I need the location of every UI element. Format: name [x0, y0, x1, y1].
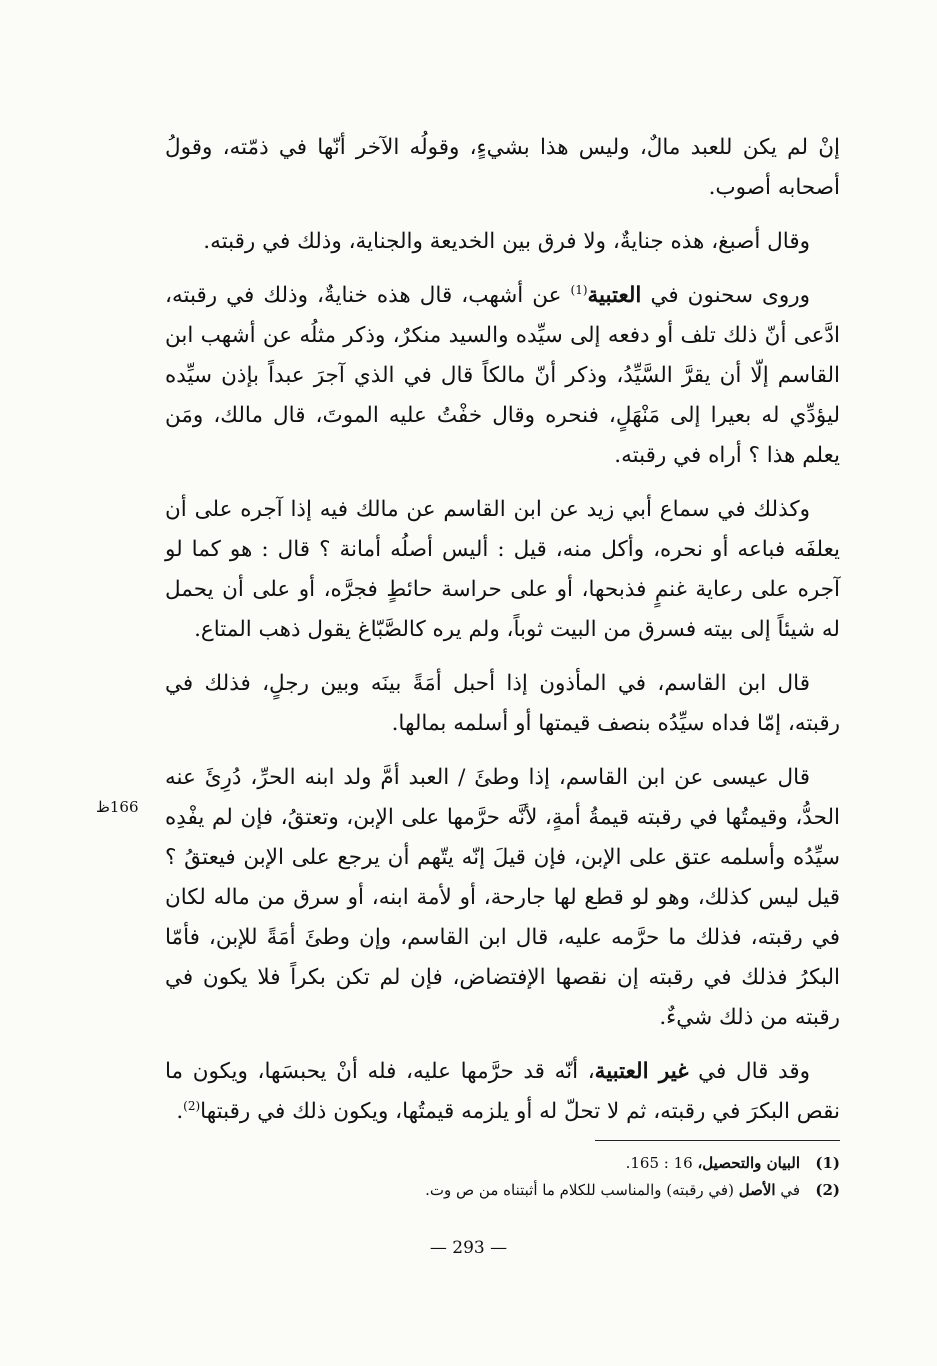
footnote-1-number: (1)	[815, 1154, 840, 1172]
paragraph-3-bold: العتبية	[587, 283, 642, 308]
paragraph-3-pre: وروى سحنون في	[641, 283, 810, 308]
footnotes	[380, 1150, 840, 1204]
footnote-ref-2: (2)	[183, 1098, 201, 1113]
paragraph-7-post: ، أنّه قد حرَّمها عليه، فله أنْ يحبسَها، ويكون ما نقص البكرَ في رقبته، ثم لا تحلّ له أو يلزمه قيمتُها، ويكون ذلك في رقبتها	[165, 1059, 840, 1124]
paragraph-1: إنْ لم يكن للعبد مالٌ، وليس هذا بشيءٍ، وقولُه الآخر أنّها في ذمّته، وقولُ أصحابه أصوب.	[165, 135, 840, 200]
paragraph-6: قال عيسى عن ابن القاسم، إذا وطئَ / العبد أمَّ ولد ابنه الحرِّ، دُرِئَ عنه الحدُّ، وقيمتُها في رقبته قيمةُ أمةٍ، لأنَّه حرَّمها على الإبن، وتعتقُ، فإن لم يفْدِه سيِّدُه وأسلمه عتق على الإبن، فإن قيلَ إنّه يتّهم أن يرجع على الإبن فيعتقُ ؟ قيل ليس كذلك، وهو لو قطع لها جارحة، أو لأمة ابنه، أو سرق من ماله لكان في رقبته، فذلك ما حرَّمه عليه، قال ابن القاسم، وإن وطئَ أمَةً للإبن، فأمّا البكرُ فذلك في رقبته إن نقصها الإفتضاض، فإن لم تكن بكراً فلا يكون في رقبته من ذلك شيءٌ.	[165, 765, 840, 1030]
footnote-2	[380, 1177, 840, 1204]
footnote-ref-1: (1)	[570, 282, 588, 297]
paragraph-7-post2: .	[176, 1099, 184, 1124]
footnote-2-text	[425, 1177, 800, 1204]
footnote-1-rest: 16 : 165.	[625, 1154, 698, 1172]
paragraph-5: قال ابن القاسم، في المأذون إذا أحبل أمَةً بينَه وبين رجلٍ، فذلك في رقبته، إمّا فداه سيِّدُه بنصف قيمتها أو أسلمه بمالها.	[165, 671, 840, 736]
paragraph-7-pre: وقد قال في	[688, 1059, 810, 1084]
footnote-2-pre: في	[775, 1181, 800, 1199]
folio-margin-note: 166ظ	[96, 798, 139, 816]
paragraph-7	[165, 1052, 840, 1132]
footnote-2-rest: (في رقبته) والمناسب للكلام ما أثبتناه من ص وت.	[425, 1181, 739, 1199]
footnote-2-number: (2)	[815, 1181, 840, 1199]
paragraph-3	[165, 276, 840, 476]
footnote-1-text	[626, 1150, 800, 1177]
paragraph-3-post: عن أشهب، قال هذه خنايةٌ، وذلك في رقبته، ادَّعى أنّ ذلك تلف أو دفعه إلى سيِّده والسيد منكرٌ، وذكر مثلُه عن أشهب ابن القاسم إلّا أن يقرَّ السَّيِّدُ، وذكر أنّ مالكاً قال في الذي آجرَ عبداً بإذن سيِّده ليؤدِّي له بعيرا إلى مَنْهَلٍ، فنحره وقال خفْتُ عليه الموتَ، قال مالك، ومَن يعلم هذا ؟ أراه في رقبته.	[165, 283, 840, 468]
footnote-divider	[595, 1140, 840, 1141]
footnote-1-bold: البيان والتحصيل،	[697, 1154, 800, 1172]
main-text	[165, 128, 840, 1146]
paragraph-2: وقال أصبغ، هذه جنايةٌ، ولا فرق بين الخديعة والجناية، وذلك في رقبته.	[203, 229, 810, 254]
paragraph-7-bold: غير العتبية	[594, 1059, 689, 1084]
footnote-2-bold: الأصل	[738, 1181, 776, 1199]
paragraph-4: وكذلك في سماع أبي زيد عن ابن القاسم عن مالك فيه إذا آجره على أن يعلفَه فباعه أو نحره، وأكل منه، قيل : أليس أصلُه أمانة ؟ قال : هو كما لو آجره على رعاية غنمٍ فذبحها، أو على حراسة حائطٍ فجرَّه، أو على أن يحمل له شيئاً إلى بيته فسرق من البيت ثوباً، ولم يره كالصَّبّاغ يقول ذهب المتاع.	[165, 497, 840, 642]
page-number: — 293 —	[429, 1238, 508, 1258]
footnote-1	[380, 1150, 840, 1177]
